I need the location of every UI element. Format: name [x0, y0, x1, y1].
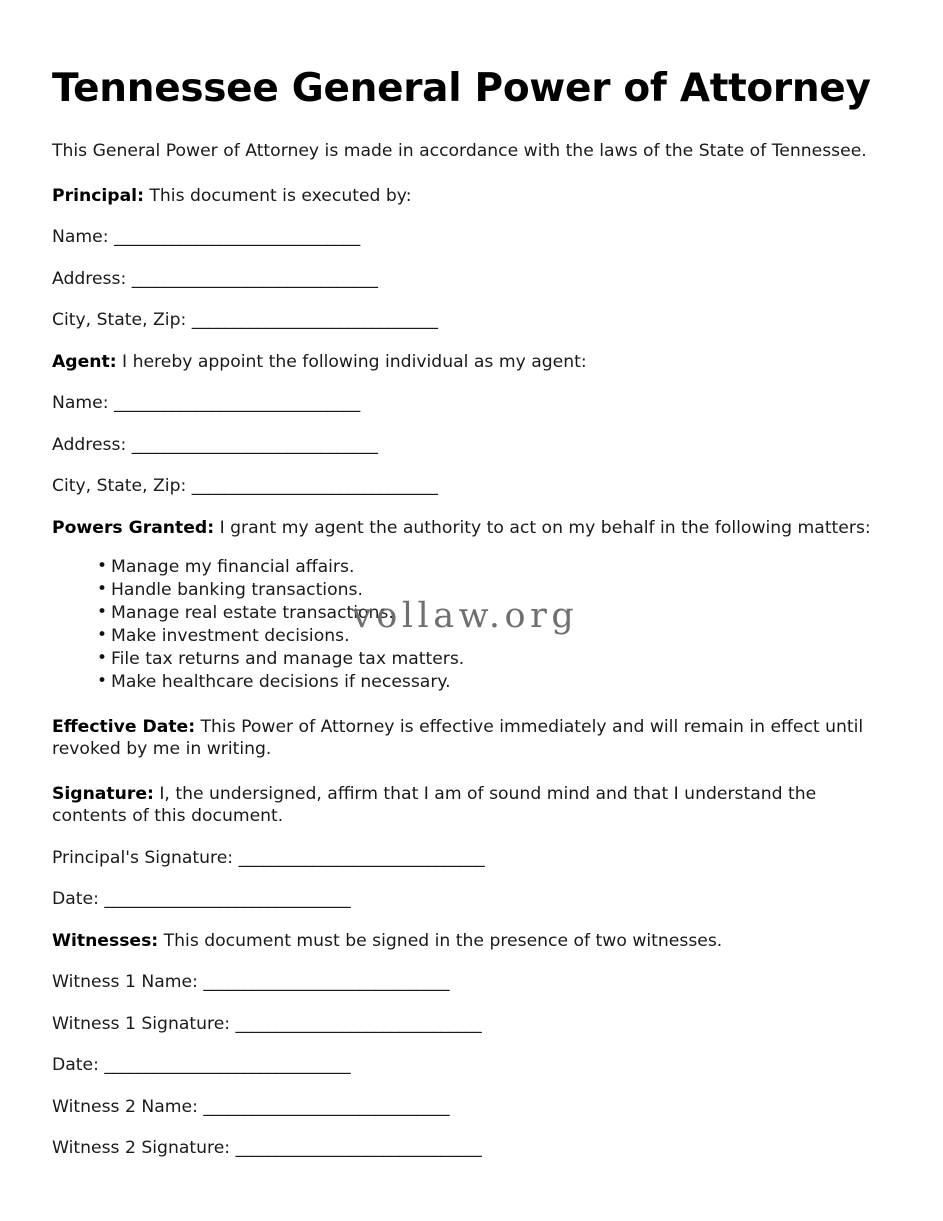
principal-date-label: Date: [52, 889, 105, 910]
agent-heading-label: Agent: [52, 351, 117, 372]
principal-city-state-zip-field [52, 309, 875, 332]
agent-city-state-zip-field [52, 475, 875, 498]
agent-name-label: Name: [52, 393, 114, 414]
effective-date-label: Effective Date: [52, 716, 196, 737]
witness-2-signature-field [52, 1137, 875, 1160]
agent-name-blank[interactable]: ______________________________ [113, 393, 360, 414]
principal-address-field [52, 268, 875, 291]
powers-granted-list [52, 556, 875, 693]
agent-heading-text: I hereby appoint the following individual as my agent: [116, 351, 587, 372]
effective-date-text: This Power of Attorney is effective immediately and will remain in effect until revoked by me in writing. [52, 716, 864, 760]
principal-signature-blank[interactable]: ______________________________ [238, 847, 485, 868]
witness-2-name-label: Witness 2 Name: [52, 1096, 204, 1117]
intro-paragraph: This General Power of Attorney is made in accordance with the laws of the State of Tennessee. [52, 141, 867, 162]
agent-address-label: Address: [52, 434, 132, 455]
witnesses-heading [52, 930, 875, 953]
principal-name-label: Name: [52, 227, 114, 248]
agent-name-field [52, 392, 875, 415]
principal-address-blank[interactable]: ______________________________ [131, 268, 378, 289]
witness-2-signature-blank[interactable]: ______________________________ [235, 1138, 482, 1159]
list-item: • Make healthcare decisions if necessary. [98, 671, 875, 694]
principal-heading-label: Principal: [52, 185, 144, 206]
principal-date-field [52, 888, 875, 911]
agent-address-field [52, 434, 875, 457]
witnesses-heading-label: Witnesses: [52, 930, 159, 951]
principal-name-field [52, 226, 875, 249]
witness-2-signature-label: Witness 2 Signature: [52, 1138, 236, 1159]
witness-1-name-blank[interactable]: ______________________________ [203, 972, 450, 993]
witness-2-name-blank[interactable]: ______________________________ [203, 1096, 450, 1117]
witnesses-heading-text: This document must be signed in the presence of two witnesses. [158, 930, 723, 951]
signature-text: I, the undersigned, affirm that I am of sound mind and that I understand the contents of this document. [52, 783, 817, 827]
agent-city-state-zip-blank[interactable]: ______________________________ [191, 476, 438, 497]
agent-city-state-zip-label: City, State, Zip: [52, 476, 192, 497]
principal-signature-field [52, 847, 875, 870]
principal-heading [52, 185, 875, 208]
witness-1-date-field [52, 1054, 875, 1077]
agent-heading [52, 351, 875, 374]
witness-1-signature-field [52, 1013, 875, 1036]
powers-granted-heading [52, 517, 875, 540]
agent-address-blank[interactable]: ______________________________ [131, 434, 378, 455]
witness-1-name-field [52, 971, 875, 994]
signature-label: Signature: [52, 783, 154, 804]
list-item: • File tax returns and manage tax matters. [98, 648, 875, 671]
signature-paragraph [52, 783, 875, 828]
principal-heading-text: This document is executed by: [143, 185, 412, 206]
principal-signature-label: Principal's Signature: [52, 847, 239, 868]
list-item: • Manage real estate transactions. [98, 602, 875, 625]
witness-1-date-blank[interactable]: ______________________________ [104, 1055, 351, 1076]
site-watermark: vollaw.org [352, 596, 579, 636]
list-item: • Handle banking transactions. [98, 579, 875, 602]
principal-city-state-zip-label: City, State, Zip: [52, 310, 192, 331]
witness-1-date-label: Date: [52, 1055, 105, 1076]
witness-1-signature-label: Witness 1 Signature: [52, 1013, 236, 1034]
powers-granted-heading-text: I grant my agent the authority to act on my behalf in the following matters: [214, 517, 871, 538]
witness-2-name-field [52, 1096, 875, 1119]
page-title: Tennessee General Power of Attorney [52, 66, 871, 111]
witness-1-signature-blank[interactable]: ______________________________ [235, 1013, 482, 1034]
list-item: • Make investment decisions. [98, 625, 875, 648]
principal-address-label: Address: [52, 268, 132, 289]
list-item: • Manage my financial affairs. [98, 556, 875, 579]
principal-name-blank[interactable]: ______________________________ [113, 227, 360, 248]
principal-city-state-zip-blank[interactable]: ______________________________ [191, 310, 438, 331]
principal-date-blank[interactable]: ______________________________ [104, 889, 351, 910]
effective-date-paragraph [52, 716, 875, 761]
witness-1-name-label: Witness 1 Name: [52, 972, 204, 993]
powers-granted-heading-label: Powers Granted: [52, 517, 215, 538]
